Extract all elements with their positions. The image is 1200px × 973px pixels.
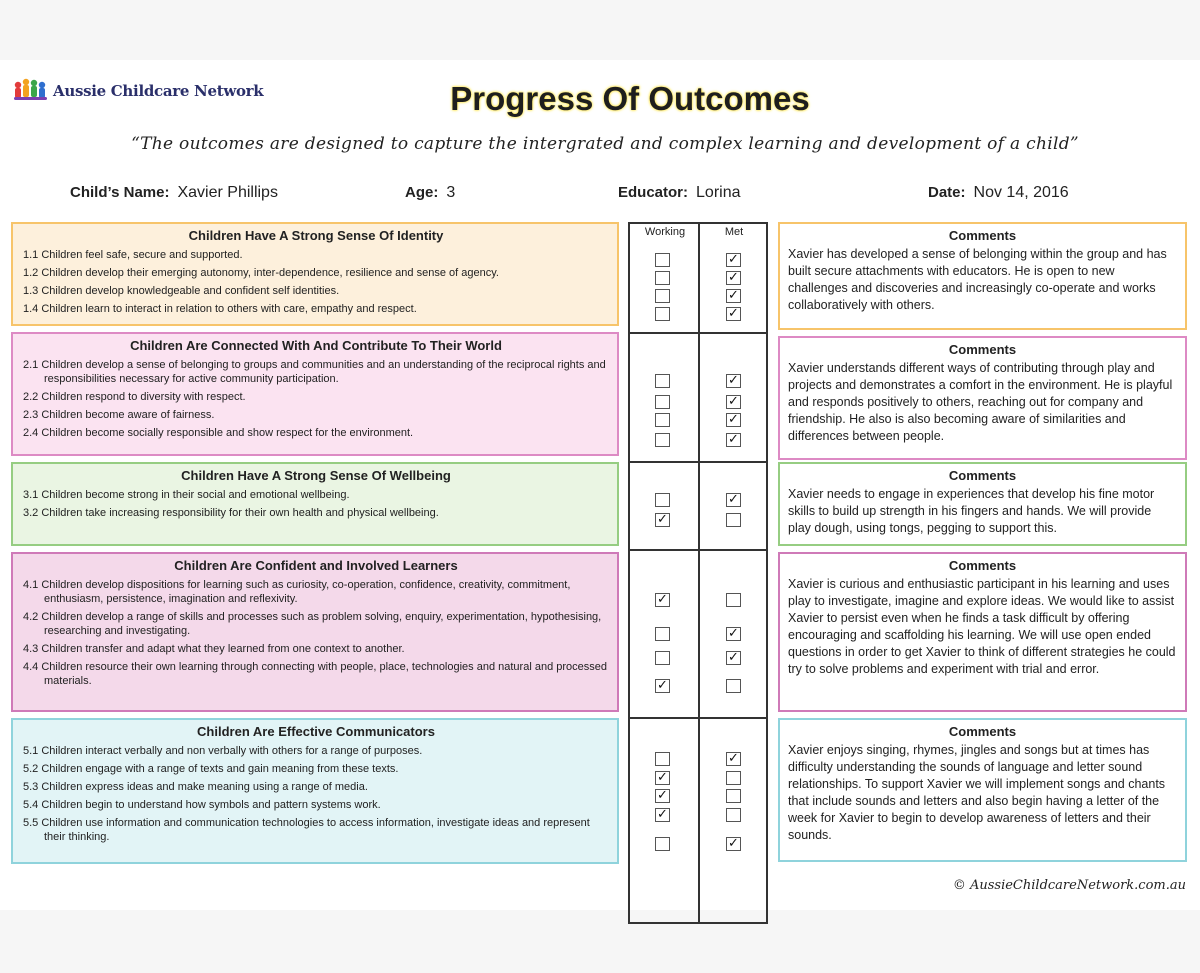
working-checkbox[interactable] bbox=[655, 395, 670, 409]
comment-text: Xavier has developed a sense of belonging within the group and has built secure attachments with educators. He is open to new challenges and discoveries and increasingly co-operate and works collaboratively with others. bbox=[788, 247, 1167, 312]
outcome-item: 5.4 Children begin to understand how symbols and pattern systems work. bbox=[23, 799, 381, 811]
comment-text: Xavier enjoys singing, rhymes, jingles and songs but at times has difficulty understanding the sounds of language and letter sound relationships. To support Xavier we will implement songs and chants that include sounds and letters and also begin having a letter of the week for Xavier to begin to develop awareness of letters and their sounds. bbox=[788, 743, 1166, 842]
comment-box bbox=[778, 718, 1187, 862]
met-checkbox[interactable]: ✓ bbox=[726, 307, 741, 321]
outcome-item: 5.3 Children express ideas and make meaning using a range of media. bbox=[23, 781, 368, 793]
child-name-value: Xavier Phillips bbox=[177, 184, 278, 201]
met-checkbox[interactable]: ✓ bbox=[726, 289, 741, 303]
outcome-item: 1.1 Children feel safe, secure and supported. bbox=[23, 249, 243, 261]
working-checkbox[interactable] bbox=[655, 271, 670, 285]
outcome-item: 3.1 Children become strong in their social and emotional wellbeing. bbox=[23, 489, 350, 501]
age-label: Age: bbox=[405, 184, 439, 201]
outcome-item: 5.5 Children use information and communication technologies to access information, investigate ideas and represent their thinking. bbox=[23, 817, 590, 843]
working-checkbox[interactable]: ✓ bbox=[655, 593, 670, 607]
outcome-section bbox=[11, 222, 619, 326]
date-value: Nov 14, 2016 bbox=[973, 184, 1069, 201]
comment-heading: Comments bbox=[948, 228, 1017, 243]
working-checkbox[interactable] bbox=[655, 374, 670, 388]
outcome-item: 4.4 Children resource their own learning through connecting with people, place, technologies and natural and processed materials. bbox=[23, 661, 607, 687]
row-divider bbox=[630, 461, 766, 463]
brand-name: Aussie Childcare Network bbox=[53, 82, 264, 100]
comment-heading: Comments bbox=[948, 724, 1017, 739]
comment-box bbox=[778, 222, 1187, 330]
working-column-header: Working bbox=[644, 226, 686, 238]
comment-heading: Comments bbox=[948, 468, 1017, 483]
outcome-item: 2.3 Children become aware of fairness. bbox=[23, 409, 215, 421]
date-field bbox=[928, 184, 1069, 202]
met-checkbox[interactable]: ✓ bbox=[726, 752, 741, 766]
page-title: Progress Of Outcomes bbox=[450, 80, 810, 117]
comment-text: Xavier understands different ways of contributing through play and projects and demonstrates a comfort in the environment. He is playful and responds positively to others, reaching out for company and friendship. He also is also becoming aware of similarities and differences between people. bbox=[788, 361, 1173, 443]
page-quote: “The outcomes are designed to capture the intergrated and complex learning and development of a child” bbox=[131, 134, 1079, 154]
working-checkbox[interactable] bbox=[655, 837, 670, 851]
outcome-heading: Children Are Connected With And Contribute To Their World bbox=[130, 338, 502, 353]
met-checkbox[interactable] bbox=[726, 789, 741, 803]
outcome-heading: Children Have A Strong Sense Of Wellbeing bbox=[181, 468, 451, 483]
working-checkbox[interactable] bbox=[655, 493, 670, 507]
row-divider bbox=[630, 549, 766, 551]
child-name-label: Child’s Name: bbox=[70, 184, 170, 201]
outcome-heading: Children Are Effective Communicators bbox=[197, 724, 435, 739]
working-checkbox[interactable] bbox=[655, 651, 670, 665]
column-divider bbox=[698, 224, 700, 922]
document-page bbox=[0, 60, 1200, 910]
working-checkbox[interactable]: ✓ bbox=[655, 679, 670, 693]
working-checkbox[interactable]: ✓ bbox=[655, 771, 670, 785]
met-checkbox[interactable] bbox=[726, 771, 741, 785]
outcome-heading: Children Have A Strong Sense Of Identity bbox=[188, 228, 444, 243]
met-checkbox[interactable] bbox=[726, 593, 741, 607]
child-name-field bbox=[70, 184, 278, 202]
comment-box bbox=[778, 552, 1187, 712]
outcome-section bbox=[11, 718, 619, 864]
age-value: 3 bbox=[446, 184, 456, 201]
comment-heading: Comments bbox=[948, 342, 1017, 357]
outcome-item: 1.3 Children develop knowledgeable and confident self identities. bbox=[23, 285, 340, 297]
comment-text: Xavier needs to engage in experiences that develop his fine motor skills to build up strength in his fingers and hands. We will provide play dough, using tongs, pegging to support this. bbox=[788, 487, 1155, 535]
outcome-item: 5.1 Children interact verbally and non verbally with others for a range of purposes. bbox=[23, 745, 423, 757]
outcome-item: 3.2 Children take increasing responsibility for their own health and physical wellbeing. bbox=[23, 507, 439, 519]
working-checkbox[interactable]: ✓ bbox=[655, 789, 670, 803]
outcome-item: 4.2 Children develop a range of skills and processes such as problem solving, enquiry, experimentation, hypothesising, researching and investigating. bbox=[23, 611, 602, 637]
met-column-header: Met bbox=[724, 226, 744, 238]
outcome-heading: Children Are Confident and Involved Learners bbox=[174, 558, 458, 573]
met-checkbox[interactable] bbox=[726, 513, 741, 527]
comment-heading: Comments bbox=[948, 558, 1017, 573]
met-checkbox[interactable] bbox=[726, 808, 741, 822]
met-checkbox[interactable]: ✓ bbox=[726, 395, 741, 409]
met-checkbox[interactable]: ✓ bbox=[726, 627, 741, 641]
working-checkbox[interactable] bbox=[655, 253, 670, 267]
outcome-item: 2.1 Children develop a sense of belonging to groups and communities and an understanding of the reciprocal rights and responsibilities necessary for active community participation. bbox=[23, 359, 606, 385]
working-checkbox[interactable] bbox=[655, 289, 670, 303]
met-checkbox[interactable]: ✓ bbox=[726, 413, 741, 427]
educator-value: Lorina bbox=[696, 184, 741, 201]
outcome-item: 5.2 Children engage with a range of texts and gain meaning from these texts. bbox=[23, 763, 399, 775]
met-checkbox[interactable]: ✓ bbox=[726, 493, 741, 507]
age-field bbox=[405, 184, 455, 202]
outcome-item: 2.2 Children respond to diversity with respect. bbox=[23, 391, 246, 403]
date-label: Date: bbox=[928, 184, 966, 201]
working-checkbox[interactable] bbox=[655, 307, 670, 321]
met-checkbox[interactable]: ✓ bbox=[726, 271, 741, 285]
working-checkbox[interactable]: ✓ bbox=[655, 513, 670, 527]
met-checkbox[interactable]: ✓ bbox=[726, 374, 741, 388]
outcome-item: 4.1 Children develop dispositions for learning such as curiosity, co-operation, confidence, creativity, commitment, enthusiasm, persistence, imagination and reflexivity. bbox=[23, 579, 571, 605]
met-checkbox[interactable]: ✓ bbox=[726, 651, 741, 665]
outcome-item: 1.4 Children learn to interact in relation to others with care, empathy and respect. bbox=[23, 303, 417, 315]
educator-label: Educator: bbox=[618, 184, 689, 201]
outcome-item: 2.4 Children become socially responsible and show respect for the environment. bbox=[23, 427, 414, 439]
row-divider bbox=[630, 717, 766, 719]
copyright-footer: © AussieChildcareNetwork.com.au bbox=[952, 878, 1186, 893]
working-checkbox[interactable] bbox=[655, 433, 670, 447]
working-checkbox[interactable] bbox=[655, 752, 670, 766]
working-checkbox[interactable]: ✓ bbox=[655, 808, 670, 822]
working-checkbox[interactable] bbox=[655, 413, 670, 427]
row-divider bbox=[630, 332, 766, 334]
checkbox-column bbox=[628, 222, 768, 924]
educator-field bbox=[618, 184, 741, 202]
met-checkbox[interactable]: ✓ bbox=[726, 837, 741, 851]
working-checkbox[interactable] bbox=[655, 627, 670, 641]
outcome-item: 4.3 Children transfer and adapt what they learned from one context to another. bbox=[23, 643, 405, 655]
comment-box bbox=[778, 462, 1187, 546]
met-checkbox[interactable] bbox=[726, 679, 741, 693]
comment-box bbox=[778, 336, 1187, 460]
outcome-section bbox=[11, 552, 619, 712]
outcome-section bbox=[11, 332, 619, 456]
outcome-item: 1.2 Children develop their emerging autonomy, inter-dependence, resilience and sense of agency. bbox=[23, 267, 499, 279]
met-checkbox[interactable]: ✓ bbox=[726, 433, 741, 447]
comment-text: Xavier is curious and enthusiastic participant in his learning and uses play to investigate, imagine and explore ideas. We would like to assist Xavier to persist even when he finds a task difficult by offering encouraging and scaffolding his learning. We will use open ended questions in order to get Xavier to think of different strategies he could try to solve problems and experiment with trial and error. bbox=[788, 577, 1176, 676]
outcome-section bbox=[11, 462, 619, 546]
met-checkbox[interactable]: ✓ bbox=[726, 253, 741, 267]
